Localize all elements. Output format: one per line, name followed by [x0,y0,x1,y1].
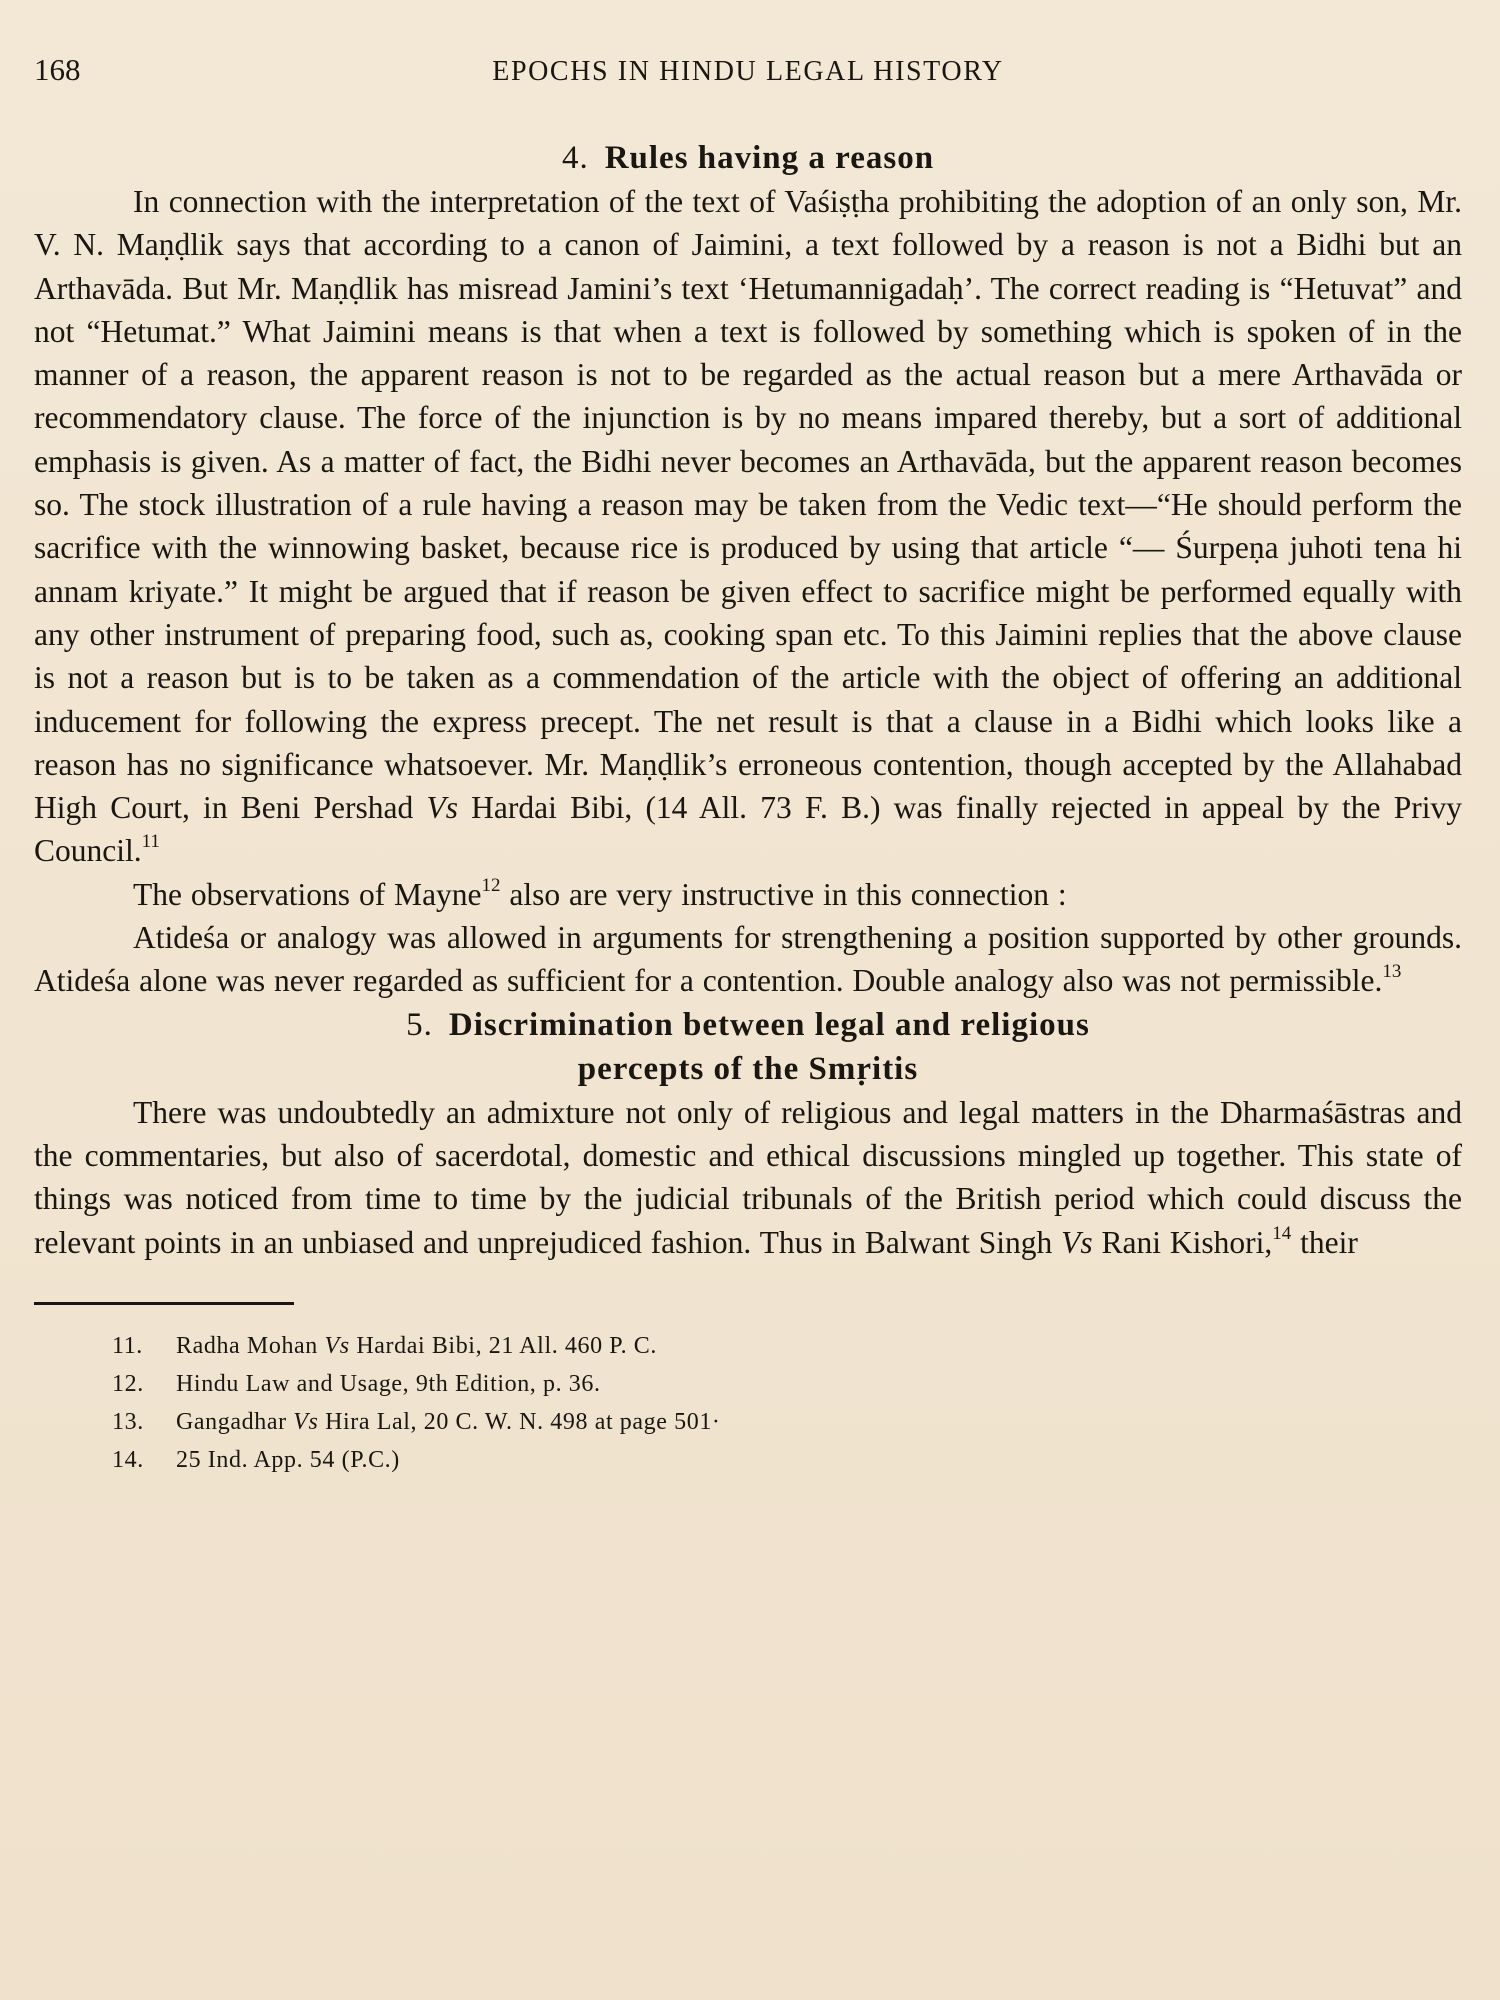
footnote-text: 25 Ind. App. 54 (P.C.) [176,1446,400,1473]
footnote-14 [112,1441,1462,1479]
footnote-text [176,1327,657,1365]
paragraph-2 [34,873,1462,916]
footnote-text-a: Gangadhar [176,1408,287,1435]
footnote-vs: Vs [324,1332,350,1359]
section-4-number: 4. [561,140,589,176]
footnote-divider [34,1302,294,1305]
section-4-heading [34,136,1462,180]
footnote-13 [112,1403,1462,1441]
footnote-11 [112,1327,1462,1365]
footnote-text-b: Hardai Bibi, 21 All. 460 P. C. [356,1332,658,1359]
footnote-text-a: Radha Mohan [176,1332,318,1359]
paragraph-2-b: also are very instructive in this connection : [509,876,1067,912]
footnote-vs: Vs [293,1408,319,1435]
paragraph-3-quote [34,916,1462,1003]
case-vs-1: Vs [426,790,458,826]
footnote-text [176,1403,721,1441]
footnote-ref-14: 14 [1272,1222,1292,1244]
paragraph-1-body: In connection with the interpretation of the text of Vaśiṣṭha prohibiting the adoption of an only son, Mr. V. N. Maṇḍlik says that according to a canon of Jaimini, a text followed by a reason is not a Bidhi but an Arthavāda. But Mr. Maṇḍlik has misread Jamini’s text ‘Hetumannigadaḥ’. The correct reading is “Hetuvat” and not “Hetumat.” What Jaimini means is that when a text is followed by something which is spoken of in the manner of a reason, the apparent reason is not to be regarded as the actual reason but a mere Arthavāda or recommendatory clause. The force of the injunction is by no means impared thereby, but a sort of additional emphasis is given. As a matter of fact, the Bidhi never becomes an Arthavāda, but the apparent reason becomes so. The stock illustration of a rule having a reason may be taken from the Vedic text—“He should perform the sacrifice with the winnowing basket, because rice is produced by using that article “— Śurpeṇa juhoti tena hi annam kriyate.” It might be argued that if reason be given effect to sacrifice might be performed equally with any other instrument of preparing food, such as, cooking span etc. To this Jaimini replies that the above clause is not a reason but is to be taken as a commendation of the article with the object of offering an additional inducement for following the express precept. The net result is that a clause in a Bidhi which looks like a reason has no significance whatsoever. Mr. Maṇḍlik’s erroneous contention, though accepted by the Allahabad High Court, in Beni Pershad [34,184,1462,826]
footnote-number: 11. [112,1332,143,1359]
paragraph-4-a: There was undoubtedly an admixture not only of religious and legal matters in the Dharmaśāstras and the commentaries, but also of sacerdotal, domestic and ethical discussions mingled up together. This state of things was noticed from time to time by the judicial tribunals of the British period which could discuss the relevant points in an unbiased and unprejudiced fashion. Thus in Balwant Singh [34,1094,1462,1260]
paragraph-4 [34,1091,1462,1264]
footnote-number: 13. [112,1408,144,1435]
footnote-number: 14. [112,1446,144,1473]
running-title: EPOCHS IN HINDU LEGAL HISTORY [492,56,1004,87]
paragraph-2-a: The observations of Mayne [133,876,482,912]
page-number: 168 [34,52,81,87]
footnote-ref-13: 13 [1382,961,1402,983]
section-5-number: 5. [406,1006,433,1043]
section-5-title-line-1: Discrimination between legal and religious [448,1006,1090,1043]
case-vs-2: Vs [1061,1224,1093,1260]
footnotes [34,1327,1462,1479]
footnote-text-b: Hira Lal, 20 C. W. N. 498 at page 501· [325,1408,721,1435]
footnote-text: Hindu Law and Usage, 9th Edition, p. 36. [176,1370,601,1397]
footnote-number: 12. [112,1370,144,1397]
footnote-ref-12: 12 [481,874,501,896]
paragraph-4-b: Rani Kishori, [1101,1224,1273,1260]
paragraph-4-c: their [1300,1224,1358,1260]
section-5-title-line-2: percepts of the Smṛitis [577,1050,919,1087]
running-header [34,52,1462,102]
section-4-title: Rules having a reason [604,140,935,176]
paragraph-3-body: Atideśa or analogy was allowed in arguments for strengthening a position supported by other grounds. Atideśa alone was never regarded as sufficient for a contention. Double analogy also was not permissible. [34,920,1462,999]
footnote-12 [112,1365,1462,1403]
paragraph-1 [34,180,1462,873]
footnote-ref-11: 11 [141,831,160,853]
section-5-heading [34,1003,1462,1091]
paragraph-1-tail: Hardai Bibi, (14 All. 73 F. B.) was finally rejected in appeal by the Privy Council. [34,790,1463,869]
